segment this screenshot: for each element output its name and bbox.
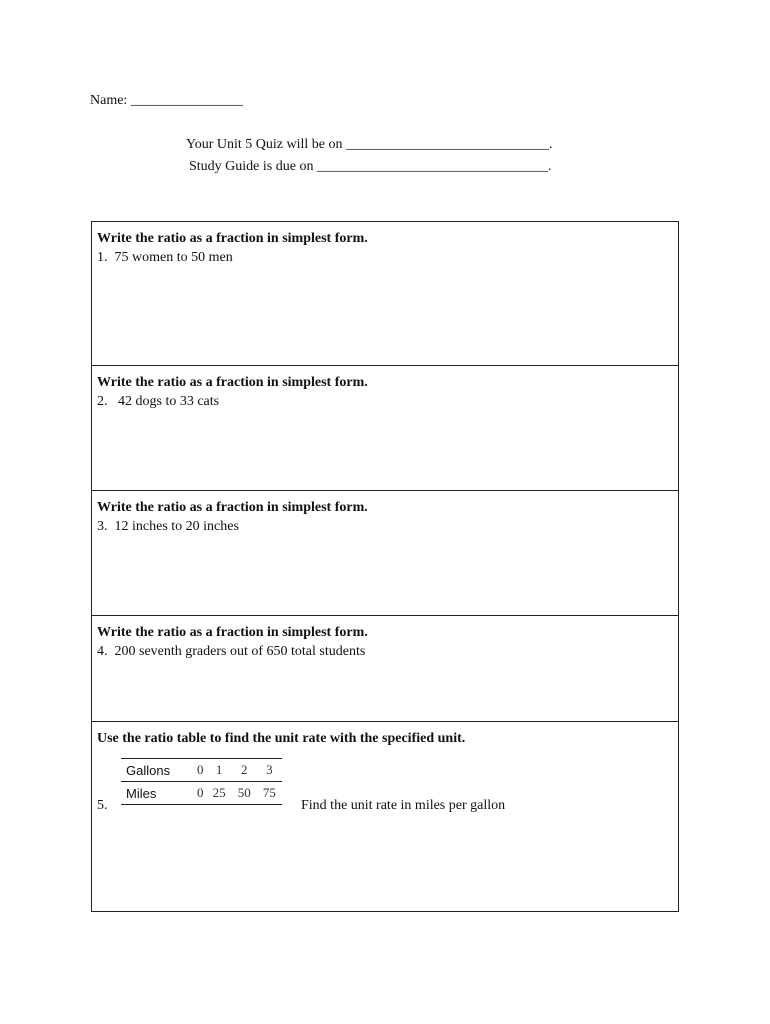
problem-text: 1. 75 women to 50 men [97,250,233,265]
problem-instruction: Write the ratio as a fraction in simplest form. [97,500,368,515]
problem-5 [92,722,678,912]
ratio-table-row-gallons [121,759,282,782]
problem-number: 5. [97,798,108,813]
study-guide-line: Study Guide is due on _________________________________. [189,159,552,174]
name-line: Name: ________________ [90,93,243,108]
row-label: Miles [121,782,194,805]
problem-question: Find the unit rate in miles per gallon [301,798,506,813]
table-cell: 0 [194,759,207,782]
problem-instruction: Write the ratio as a fraction in simplest form. [97,231,368,246]
problem-text: 4. 200 seventh graders out of 650 total students [97,644,366,659]
problem-2 [92,366,678,491]
row-label: Gallons [121,759,194,782]
problems-box [91,221,679,912]
table-cell: 0 [194,782,207,805]
table-cell: 50 [232,782,257,805]
table-cell: 3 [257,759,282,782]
table-cell: 1 [207,759,232,782]
problem-instruction: Write the ratio as a fraction in simplest form. [97,625,368,640]
quiz-date-line: Your Unit 5 Quiz will be on _____________________________. [186,137,553,152]
problem-1 [92,222,678,366]
problem-text: 2. 42 dogs to 33 cats [97,394,220,409]
ratio-table [121,758,282,805]
problem-4 [92,616,678,722]
table-cell: 25 [207,782,232,805]
problem-text: 3. 12 inches to 20 inches [97,519,239,534]
table-cell: 75 [257,782,282,805]
ratio-table-row-miles [121,782,282,805]
table-cell: 2 [232,759,257,782]
problem-3 [92,491,678,616]
problem-instruction: Use the ratio table to find the unit rate with the specified unit. [97,731,466,746]
problem-instruction: Write the ratio as a fraction in simplest form. [97,375,368,390]
